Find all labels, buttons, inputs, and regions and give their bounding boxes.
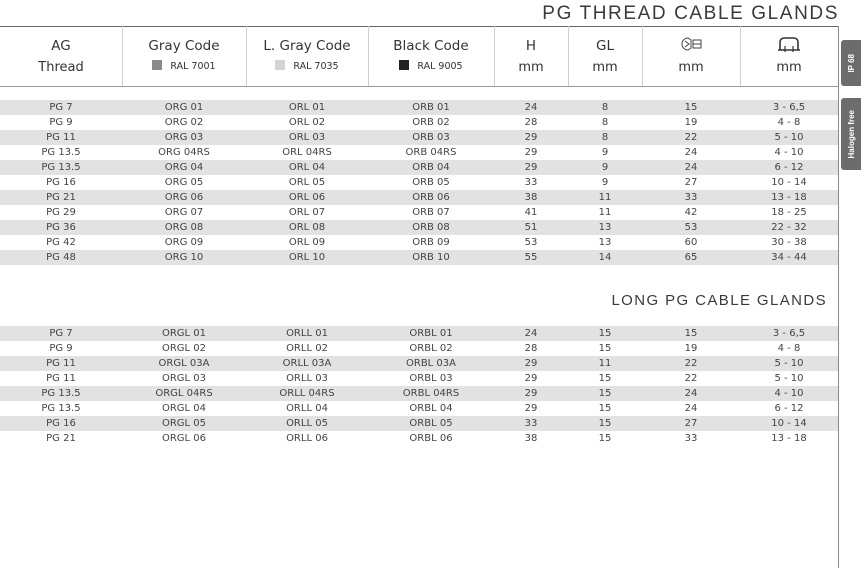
table-cell: 11 [598, 358, 612, 369]
table-cell: PG 13.5 [41, 388, 81, 399]
pg-thread-table [0, 100, 838, 265]
header-gray-code [122, 26, 246, 86]
header-label: L. Gray Code [263, 38, 351, 54]
table-cell: 5 - 10 [774, 373, 804, 384]
table-cell: 3 - 6,5 [772, 102, 806, 113]
table-cell: PG 11 [46, 132, 76, 143]
table-cell: ORL 01 [288, 102, 326, 113]
header-label: H [525, 38, 537, 54]
table-cell: ORG 01 [164, 102, 204, 113]
table-cell: 19 [684, 343, 698, 354]
table-cell: ORB 06 [412, 192, 450, 203]
table-cell: ORL 09 [288, 237, 326, 248]
table-cell: ORBL 06 [409, 433, 453, 444]
header-label: GL [596, 38, 614, 54]
black-swatch [399, 60, 409, 70]
gray-swatch [152, 60, 162, 70]
table-cell: 11 [598, 207, 612, 218]
table-cell: ORB 08 [412, 222, 450, 233]
header-h [494, 26, 568, 86]
table-cell: ORG 04 [164, 162, 204, 173]
header-unit: mm [776, 60, 802, 75]
header-light-gray-code [246, 26, 368, 86]
table-cell: 15 [684, 328, 698, 339]
table-cell: 9 [601, 177, 609, 188]
wrench-icon [642, 36, 740, 52]
table-cell: ORG 02 [164, 117, 204, 128]
table-row [0, 145, 838, 160]
table-cell: 53 [684, 222, 698, 233]
table-row [0, 431, 838, 446]
table-cell: 53 [524, 237, 538, 248]
table-cell: ORL 03 [288, 132, 326, 143]
ral-label: RAL 7001 [170, 61, 216, 72]
table-cell: ORGL 03 [161, 373, 207, 384]
long-pg-table [0, 326, 838, 446]
side-tab-label: Halogen free [846, 109, 856, 159]
header-black-code [368, 26, 494, 86]
table-cell: ORG 03 [164, 132, 204, 143]
table-cell: 22 [684, 358, 698, 369]
table-cell: ORL 10 [288, 252, 326, 263]
table-cell: 33 [524, 177, 538, 188]
header-clamping-range [740, 26, 838, 86]
table-cell: ORLL 02 [286, 343, 328, 354]
table-row [0, 205, 838, 220]
table-cell: 6 - 12 [774, 403, 804, 414]
table-cell: ORB 02 [412, 117, 450, 128]
table-row [0, 401, 838, 416]
light-gray-swatch [275, 60, 285, 70]
table-cell: ORB 04RS [405, 147, 457, 158]
table-cell: 22 - 32 [771, 222, 807, 233]
table-cell: 9 [601, 162, 609, 173]
table-cell: ORGL 01 [161, 328, 207, 339]
table-row [0, 130, 838, 145]
table-cell: 13 - 18 [771, 192, 807, 203]
table-row [0, 326, 838, 341]
ral-label: RAL 7035 [293, 61, 339, 72]
table-cell: 14 [598, 252, 612, 263]
header-ag-thread [0, 26, 122, 86]
table-cell: 9 [601, 147, 609, 158]
table-cell: PG 11 [46, 373, 76, 384]
table-cell: PG 13.5 [41, 162, 81, 173]
table-cell: 15 [684, 102, 698, 113]
header-label: AG [51, 38, 71, 54]
table-cell: ORB 01 [412, 102, 450, 113]
table-cell: ORB 03 [412, 132, 450, 143]
table-cell: PG 16 [46, 418, 76, 429]
header-ral [246, 60, 368, 72]
table-cell: ORBL 03 [409, 373, 453, 384]
table-cell: 29 [524, 403, 538, 414]
table-cell: ORLL 03A [282, 358, 332, 369]
table-cell: 18 - 25 [771, 207, 807, 218]
table-cell: ORGL 06 [161, 433, 207, 444]
table-cell: 15 [598, 403, 612, 414]
header-label: Gray Code [148, 38, 220, 54]
table-cell: 24 [684, 388, 698, 399]
table-cell: 15 [598, 418, 612, 429]
table-cell: PG 11 [46, 358, 76, 369]
table-cell: PG 13.5 [41, 147, 81, 158]
table-cell: 29 [524, 132, 538, 143]
table-cell: ORGL 03A [158, 358, 210, 369]
table-cell: 15 [598, 343, 612, 354]
table-cell: 28 [524, 117, 538, 128]
table-cell: ORB 07 [412, 207, 450, 218]
header-ral [122, 60, 246, 72]
table-cell: ORG 09 [164, 237, 204, 248]
table-cell: 38 [524, 433, 538, 444]
table-cell: 19 [684, 117, 698, 128]
table-cell: 24 [524, 102, 538, 113]
table-cell: PG 21 [46, 433, 76, 444]
clamping-range-icon [740, 36, 838, 54]
table-cell: 15 [598, 433, 612, 444]
table-cell: ORB 05 [412, 177, 450, 188]
ral-label: RAL 9005 [417, 61, 463, 72]
table-row [0, 175, 838, 190]
table-cell: 8 [601, 102, 609, 113]
table-cell: PG 36 [46, 222, 76, 233]
table-row [0, 386, 838, 401]
table-cell: 4 - 8 [777, 117, 801, 128]
table-row [0, 416, 838, 431]
page-right-rule [838, 26, 839, 568]
table-cell: PG 9 [49, 117, 73, 128]
table-cell: 41 [524, 207, 538, 218]
table-cell: 30 - 38 [771, 237, 807, 248]
table-cell: ORBL 04 [409, 403, 453, 414]
table-cell: ORBL 05 [409, 418, 453, 429]
table-cell: ORG 08 [164, 222, 204, 233]
table-cell: 8 [601, 132, 609, 143]
table-cell: 15 [598, 328, 612, 339]
table-cell: ORLL 04 [286, 403, 328, 414]
header-label: Thread [38, 60, 84, 75]
table-cell: ORLL 01 [286, 328, 328, 339]
table-cell: ORGL 04 [161, 403, 207, 414]
table-row [0, 115, 838, 130]
table-cell: 29 [524, 373, 538, 384]
table-cell: 15 [598, 373, 612, 384]
table-cell: 42 [684, 207, 698, 218]
table-cell: ORL 04RS [282, 147, 332, 158]
table-row [0, 190, 838, 205]
table-cell: 55 [524, 252, 538, 263]
section-title: LONG PG CABLE GLANDS [611, 292, 827, 309]
table-cell: 10 - 14 [771, 177, 807, 188]
table-cell: 29 [524, 358, 538, 369]
table-cell: 13 [598, 222, 612, 233]
header-unit: mm [592, 60, 618, 75]
table-cell: ORL 06 [288, 192, 326, 203]
table-cell: PG 9 [49, 343, 73, 354]
table-cell: ORBL 03A [406, 358, 456, 369]
table-cell: ORLL 05 [286, 418, 328, 429]
table-cell: ORG 07 [164, 207, 204, 218]
table-cell: ORG 06 [164, 192, 204, 203]
table-cell: 60 [684, 237, 698, 248]
table-cell: 65 [684, 252, 698, 263]
table-cell: ORBL 04RS [402, 388, 460, 399]
table-cell: PG 48 [46, 252, 76, 263]
table-cell: ORG 10 [164, 252, 204, 263]
table-cell: ORBL 01 [409, 328, 453, 339]
header-unit: mm [518, 60, 544, 75]
table-cell: 51 [524, 222, 538, 233]
table-cell: PG 13.5 [41, 403, 81, 414]
table-cell: ORL 02 [288, 117, 326, 128]
table-cell: PG 42 [46, 237, 76, 248]
header-gl [568, 26, 642, 86]
table-row [0, 235, 838, 250]
table-row [0, 371, 838, 386]
table-cell: 5 - 10 [774, 132, 804, 143]
table-cell: 22 [684, 132, 698, 143]
table-cell: 29 [524, 162, 538, 173]
table-cell: PG 29 [46, 207, 76, 218]
table-cell: 24 [684, 403, 698, 414]
table-cell: PG 7 [49, 328, 73, 339]
table-cell: 29 [524, 388, 538, 399]
table-cell: 33 [684, 433, 698, 444]
table-cell: 38 [524, 192, 538, 203]
header-unit: mm [678, 60, 704, 75]
table-cell: 10 - 14 [771, 418, 807, 429]
table-cell: ORLL 04RS [279, 388, 335, 399]
header-label: Black Code [393, 38, 469, 54]
table-cell: 29 [524, 147, 538, 158]
table-cell: 27 [684, 177, 698, 188]
table-cell: PG 16 [46, 177, 76, 188]
table-cell: 8 [601, 117, 609, 128]
table-cell: 33 [684, 192, 698, 203]
table-cell: 3 - 6,5 [772, 328, 806, 339]
table-row [0, 341, 838, 356]
table-cell: ORG 05 [164, 177, 204, 188]
page-title: PG THREAD CABLE GLANDS [542, 3, 839, 24]
table-cell: 27 [684, 418, 698, 429]
table-cell: ORB 09 [412, 237, 450, 248]
table-cell: ORB 04 [412, 162, 450, 173]
side-tab-halogen-free[interactable] [841, 98, 861, 170]
table-cell: 4 - 10 [774, 388, 804, 399]
table-cell: 4 - 10 [774, 147, 804, 158]
table-cell: 13 [598, 237, 612, 248]
side-tab-label: IP 68 [846, 53, 856, 73]
table-cell: 28 [524, 343, 538, 354]
table-row [0, 356, 838, 371]
side-tab-ip68[interactable] [841, 40, 861, 86]
table-cell: ORL 08 [288, 222, 326, 233]
table-row [0, 160, 838, 175]
table-cell: ORG 04RS [158, 147, 210, 158]
table-cell: 24 [684, 162, 698, 173]
header-bottom-rule [0, 86, 838, 87]
table-cell: ORBL 02 [409, 343, 453, 354]
table-cell: PG 21 [46, 192, 76, 203]
table-row [0, 220, 838, 235]
table-cell: ORGL 05 [161, 418, 207, 429]
header-wrench-size [642, 26, 740, 86]
table-cell: 6 - 12 [774, 162, 804, 173]
table-cell: 22 [684, 373, 698, 384]
table-cell: ORGL 02 [161, 343, 207, 354]
table-cell: 24 [684, 147, 698, 158]
table-cell: ORB 10 [412, 252, 450, 263]
table-cell: 24 [524, 328, 538, 339]
header-ral [368, 60, 494, 72]
table-cell: 34 - 44 [771, 252, 807, 263]
table-cell: 33 [524, 418, 538, 429]
table-cell: PG 7 [49, 102, 73, 113]
table-cell: 15 [598, 388, 612, 399]
table-cell: ORL 07 [288, 207, 326, 218]
table-cell: 5 - 10 [774, 358, 804, 369]
table-row [0, 100, 838, 115]
table-row [0, 250, 838, 265]
table-cell: 11 [598, 192, 612, 203]
table-cell: 4 - 8 [777, 343, 801, 354]
table-cell: ORL 05 [288, 177, 326, 188]
table-cell: ORLL 03 [286, 373, 328, 384]
table-cell: ORLL 06 [286, 433, 328, 444]
table-cell: ORL 04 [288, 162, 326, 173]
table-cell: 13 - 18 [771, 433, 807, 444]
table-cell: ORGL 04RS [155, 388, 213, 399]
